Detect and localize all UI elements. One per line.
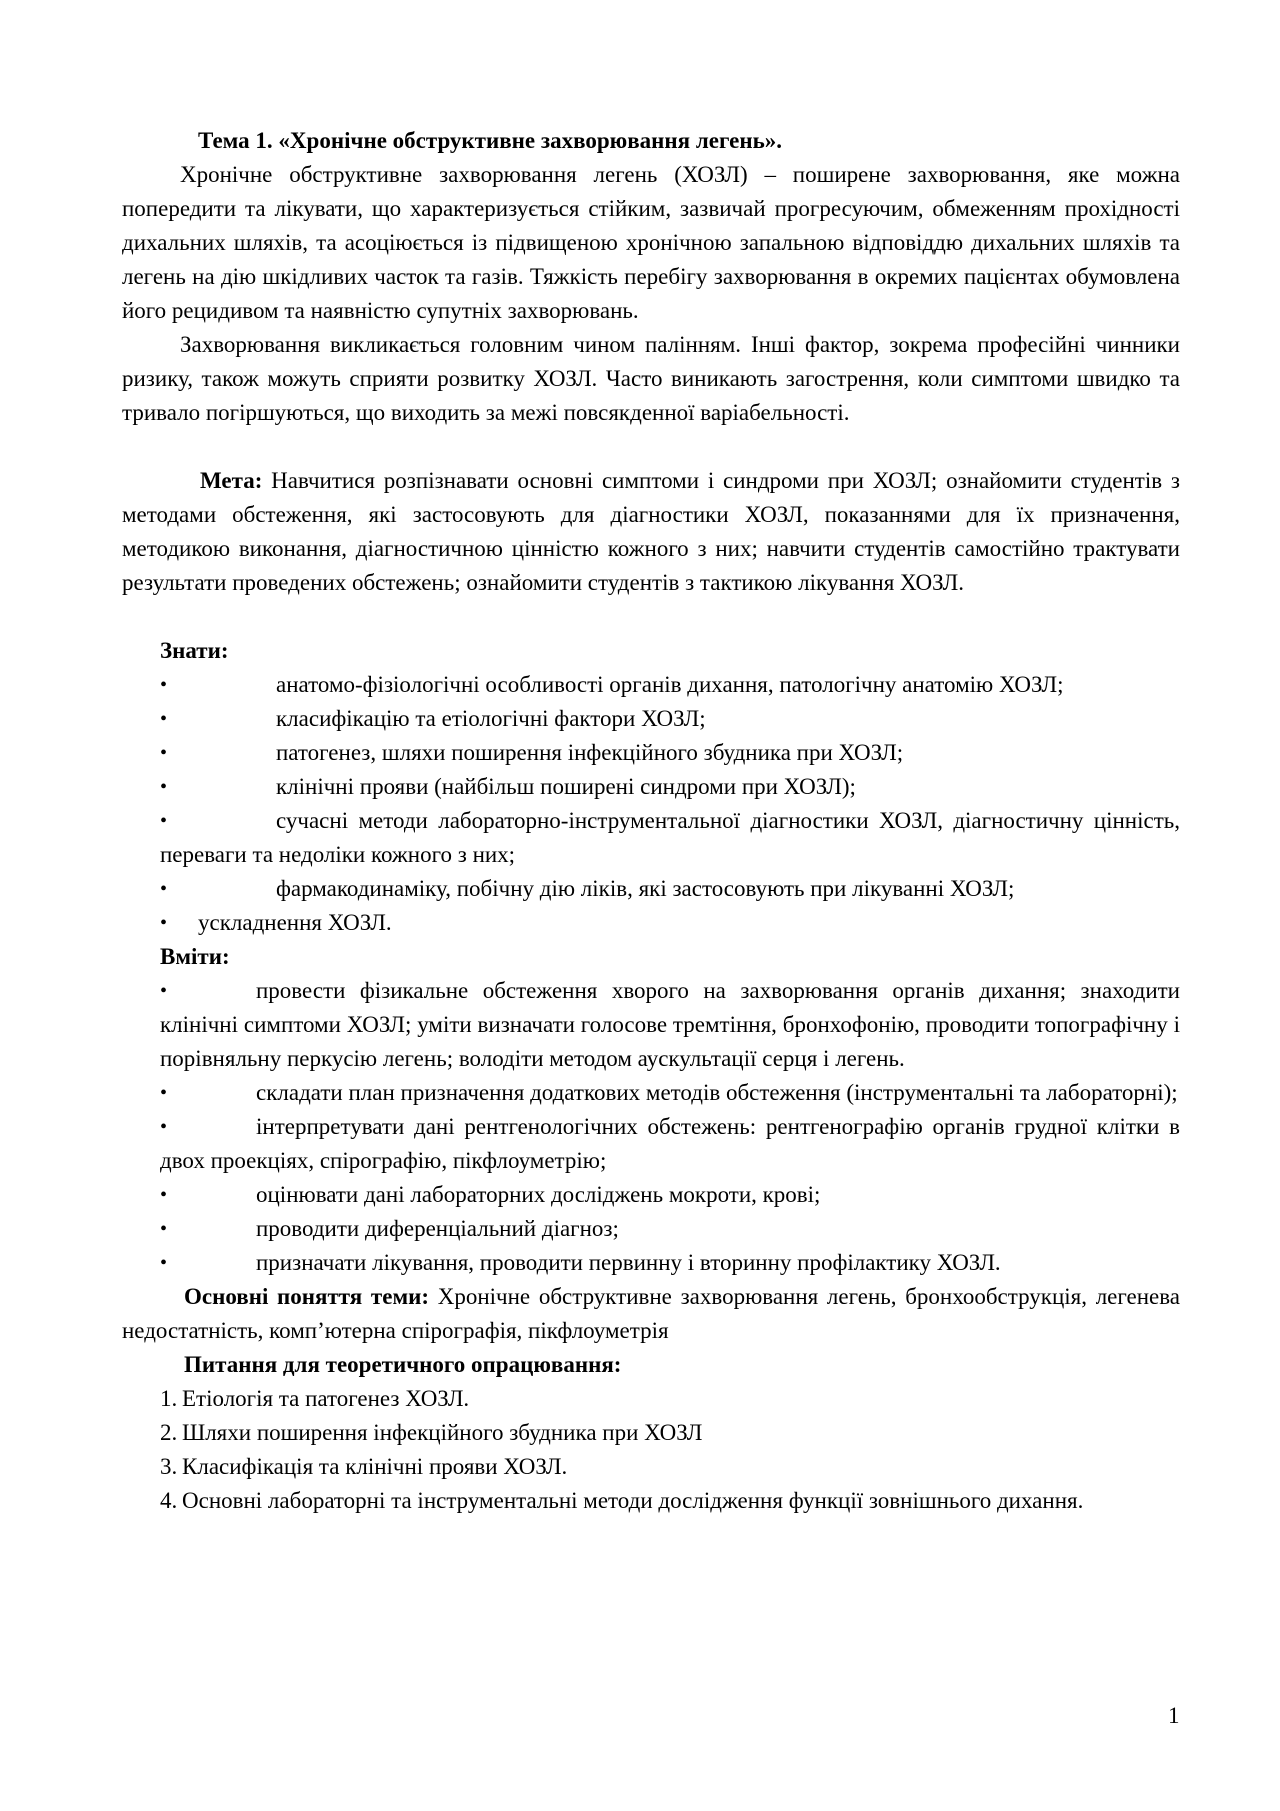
bullet-icon: •	[160, 980, 168, 1002]
bullet-icon: •	[160, 776, 168, 798]
list-item-text: проводити диференціальний діагноз;	[256, 1216, 619, 1241]
list-item	[160, 770, 1180, 804]
question-item	[160, 1382, 1180, 1416]
concepts-text: Хронічне обструктивне захворювання легень, бронхообструкція, легенева недостатність, комп’ютерна спірографія, пікфлоуметрія	[122, 1284, 1180, 1343]
list-item	[160, 804, 1180, 872]
intro-paragraph-2: Захворювання викликається головним чином палінням. Інші фактор, зокрема професійні чинники ризику, також можуть сприяти розвитку ХОЗЛ. Часто виникають загострення, коли симптоми швидко та тривало погіршуються, що виходить за межі повсякденної варіабельності.	[122, 332, 1180, 425]
list-item	[160, 1246, 1180, 1280]
list-item-text: провести фізикальне обстеження хворого на захворювання органів дихання; знаходити клінічні симптоми ХОЗЛ; уміти визначати голосове тремтіння, бронхофонію, проводити топографічну і порівняльну перкусію легень; володіти методом аускультації серця і легень.	[160, 978, 1180, 1071]
bullet-icon: •	[160, 708, 168, 730]
questions-list	[160, 1382, 1180, 1518]
bullet-icon: •	[160, 1218, 168, 1240]
list-item-text: сучасні методи лабораторно-інструментальної діагностики ХОЗЛ, діагностичну цінність, переваги та недоліки кожного з них;	[160, 808, 1180, 867]
concepts-label: Основні поняття теми:	[184, 1284, 430, 1309]
question-number: 4.	[160, 1488, 178, 1513]
bullet-icon: •	[160, 674, 168, 696]
question-text: Класифікація та клінічні прояви ХОЗЛ.	[182, 1454, 568, 1479]
bullet-icon: •	[160, 1082, 168, 1104]
list-item	[160, 668, 1180, 702]
bullet-icon: •	[160, 878, 168, 900]
question-item	[160, 1484, 1180, 1518]
question-number: 1.	[160, 1386, 178, 1411]
goal-paragraph	[122, 464, 1180, 600]
list-item-text: анатомо-фізіологічні особливості органів дихання, патологічну анатомію ХОЗЛ;	[276, 672, 1064, 697]
can-heading: Вміти:	[160, 944, 230, 969]
list-item	[160, 906, 1180, 940]
question-text: Основні лабораторні та інструментальні методи дослідження функції зовнішнього дихання.	[182, 1488, 1084, 1513]
goal-text: Навчитися розпізнавати основні симптоми і синдроми при ХОЗЛ; ознайомити студентів з методами обстеження, які застосовують для діагностики ХОЗЛ, показаннями для їх призначення, методикою виконання, діагностичною цінністю кожного з них; навчити студентів самостійно трактувати результати проведених обстежень; ознайомити студентів з тактикою лікування ХОЗЛ.	[122, 468, 1180, 595]
list-item	[160, 1076, 1180, 1110]
question-text: Етіологія та патогенез ХОЗЛ.	[182, 1386, 470, 1411]
bullet-icon: •	[160, 1184, 168, 1206]
list-item-text: класифікацію та етіологічні фактори ХОЗЛ;	[276, 706, 706, 731]
list-item-text: інтерпретувати дані рентгенологічних обстежень: рентгенографію органів грудної клітки в двох проекціях, спірографію, пікфлоуметрію;	[160, 1114, 1180, 1173]
question-text: Шляхи поширення інфекційного збудника при ХОЗЛ	[182, 1420, 703, 1445]
spacer	[122, 600, 1180, 634]
question-item	[160, 1450, 1180, 1484]
page-title: Тема 1. «Хронічне обструктивне захворювання легень».	[198, 128, 782, 153]
document-page	[122, 124, 1180, 1518]
list-item	[160, 872, 1180, 906]
know-list	[160, 668, 1180, 940]
bullet-icon: •	[160, 742, 168, 764]
intro-paragraph-1: Хронічне обструктивне захворювання легень (ХОЗЛ) – поширене захворювання, яке можна попередити та лікувати, що характеризується стійким, зазвичай прогресуючим, обмеженням прохідності дихальних шляхів, та асоціюється із підвищеною хронічною запальною відповіддю дихальних шляхів та легень на дію шкідливих часток та газів. Тяжкість перебігу захворювання в окремих пацієнтах обумовлена його рецидивом та наявністю супутніх захворювань.	[122, 162, 1180, 323]
list-item-text: клінічні прояви (найбільш поширені синдроми при ХОЗЛ);	[276, 774, 856, 799]
questions-heading: Питання для теоретичного опрацювання:	[184, 1352, 622, 1377]
page-number: 1	[1168, 1703, 1180, 1728]
can-list	[160, 974, 1180, 1280]
list-item	[160, 974, 1180, 1076]
question-item	[160, 1416, 1180, 1450]
list-item-text: оцінювати дані лабораторних досліджень мокроти, крові;	[256, 1182, 821, 1207]
list-item	[160, 1212, 1180, 1246]
goal-label: Мета:	[200, 468, 263, 493]
know-heading: Знати:	[160, 638, 229, 663]
bullet-icon: •	[160, 1116, 168, 1138]
list-item	[160, 1178, 1180, 1212]
list-item-text: ускладнення ХОЗЛ.	[198, 910, 392, 935]
list-item	[160, 702, 1180, 736]
list-item-text: складати план призначення додаткових методів обстеження (інструментальні та лабораторні);	[256, 1080, 1178, 1105]
question-number: 2.	[160, 1420, 178, 1445]
list-item-text: призначати лікування, проводити первинну і вторинну профілактику ХОЗЛ.	[256, 1250, 1001, 1275]
concepts-paragraph	[122, 1280, 1180, 1348]
bullet-icon: •	[160, 810, 168, 832]
bullet-icon: •	[160, 912, 168, 934]
question-number: 3.	[160, 1454, 178, 1479]
list-item-text: фармакодинаміку, побічну дію ліків, які застосовують при лікуванні ХОЗЛ;	[276, 876, 1015, 901]
list-item	[160, 1110, 1180, 1178]
list-item	[160, 736, 1180, 770]
bullet-icon: •	[160, 1252, 168, 1274]
list-item-text: патогенез, шляхи поширення інфекційного збудника при ХОЗЛ;	[276, 740, 904, 765]
